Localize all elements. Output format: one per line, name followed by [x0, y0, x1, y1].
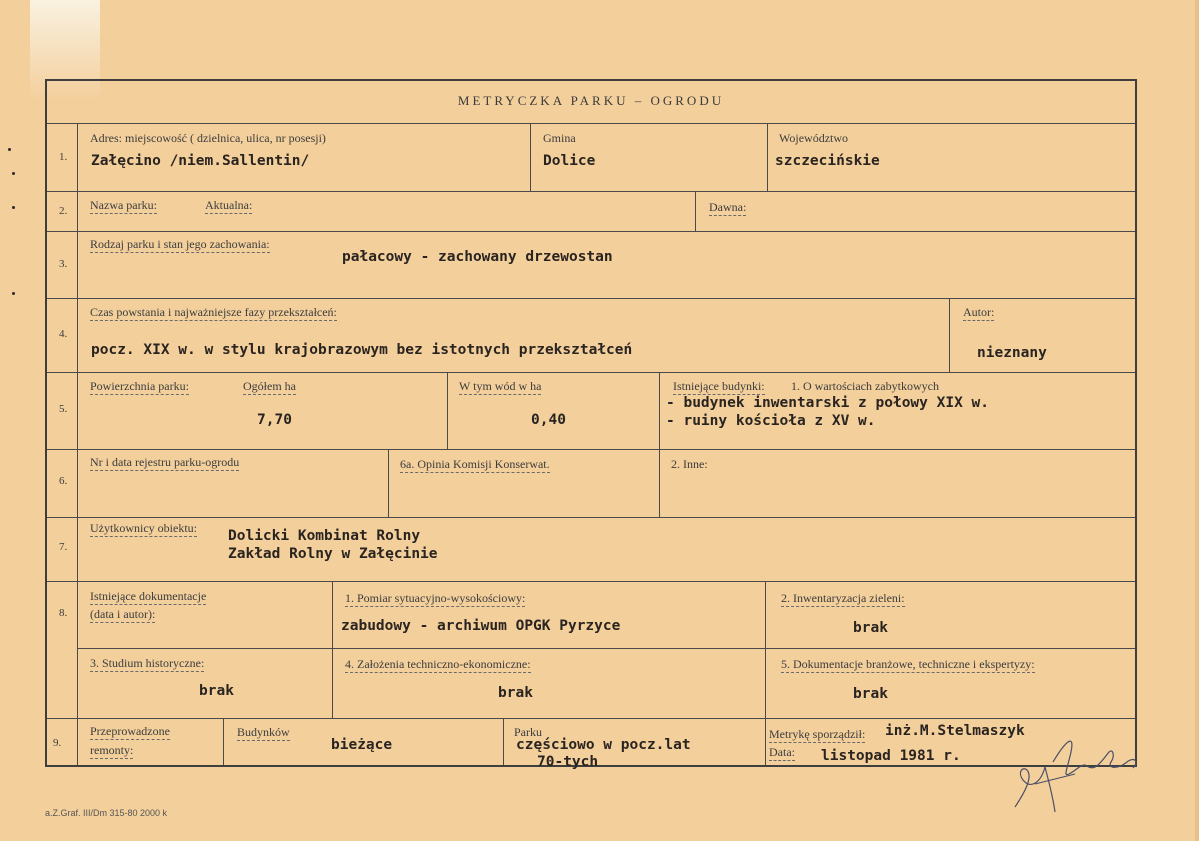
- row-divider: [47, 231, 1135, 232]
- building-repairs-value: bieżące: [331, 737, 393, 753]
- prepared-by-label: Metrykę sporządził:: [769, 727, 866, 741]
- park-type-value: pałacowy - zachowany drzewostan: [342, 249, 613, 265]
- date-label: Data:: [769, 745, 795, 759]
- gmina-value: Dolice: [543, 153, 596, 169]
- row-number: 8.: [59, 607, 68, 619]
- row-number: 1.: [59, 151, 68, 163]
- conservator-opinion-label: 6a. Opinia Komisji Konserwat.: [400, 457, 550, 471]
- column-divider: [765, 581, 766, 718]
- greenery-inventory-value: brak: [853, 620, 888, 636]
- row-divider: [77, 648, 1135, 649]
- column-divider: [767, 123, 768, 191]
- row-divider: [47, 191, 1135, 192]
- column-divider: [388, 449, 389, 517]
- column-divider: [949, 298, 950, 372]
- author-value: nieznany: [977, 345, 1047, 361]
- row-divider: [47, 581, 1135, 582]
- historical-study-label: 3. Studium historyczne:: [90, 656, 205, 670]
- technical-economic-value: brak: [498, 685, 533, 701]
- current-name-label: Aktualna:: [205, 198, 253, 212]
- address-label: Adres: miejscowość ( dzielnica, ulica, nr posesji): [90, 131, 326, 145]
- technical-economic-label: 4. Założenia techniczno-ekonomiczne:: [345, 657, 531, 671]
- column-divider: [659, 449, 660, 517]
- row-divider: [47, 372, 1135, 373]
- column-divider: [503, 718, 504, 765]
- margin-dot: [12, 206, 15, 209]
- park-repairs-value: częściowo w pocz.lat: [516, 737, 691, 753]
- row-number: 5.: [59, 403, 68, 415]
- building-repairs-label: Budynków: [237, 725, 290, 739]
- origin-label: Czas powstania i najważniejsze fazy przekształceń:: [90, 305, 337, 319]
- form-title: METRYCZKA PARKU – OGRODU: [457, 93, 725, 108]
- row-number: 9.: [53, 737, 62, 749]
- margin-dot: [12, 172, 15, 175]
- print-code: a.Z.Graf. III/Dm 315-80 2000 k: [45, 808, 168, 818]
- address-value: Załęcino /niem.Sallentin/: [91, 153, 310, 169]
- monuments-label: 1. O wartościach zabytkowych: [791, 379, 939, 393]
- survey-value: zabudowy - archiwum OPGK Pyrzyce: [341, 618, 621, 634]
- building-entry: - ruiny kościoła z XV w.: [666, 413, 876, 429]
- park-repairs-label: Parku: [514, 725, 542, 739]
- area-total-label: Ogółem ha: [243, 379, 296, 393]
- form-frame: [45, 79, 1137, 770]
- register-label: Nr i data rejestru parku-ogrodu: [90, 455, 240, 469]
- row-number: 6.: [59, 475, 68, 487]
- column-divider: [447, 372, 448, 449]
- row-number: 3.: [59, 258, 68, 270]
- row-divider: [47, 298, 1135, 299]
- row-divider: [47, 517, 1135, 518]
- row-divider: [47, 123, 1135, 124]
- row-number: 2.: [59, 205, 68, 217]
- margin-dot: [12, 292, 15, 295]
- column-divider: [332, 581, 333, 718]
- buildings-label: Istniejące budynki:: [673, 379, 765, 393]
- water-area-label: W tym wód w ha: [459, 379, 542, 393]
- column-divider: [77, 123, 78, 765]
- area-label: Powierzchnia parku:: [90, 379, 189, 393]
- former-name-label: Dawna:: [709, 200, 747, 214]
- column-divider: [765, 718, 766, 765]
- column-divider: [695, 191, 696, 231]
- row-divider: [47, 449, 1135, 450]
- survey-label: 1. Pomiar sytuacyjno-wysokościowy:: [345, 591, 526, 605]
- prepared-by-value: inż.M.Stelmaszyk: [885, 723, 1025, 739]
- column-divider: [223, 718, 224, 765]
- area-total-value: 7,70: [257, 412, 292, 428]
- documentation-label: Istniejące dokumentacje: [90, 589, 207, 603]
- handwritten-signature: [1005, 722, 1155, 817]
- repairs-label: Przeprowadzone: [90, 724, 170, 738]
- gmina-label: Gmina: [543, 131, 576, 145]
- user-entry: Dolicki Kombinat Rolny: [228, 528, 421, 544]
- row-number: 4.: [59, 328, 68, 340]
- date-value: listopad 1981 r.: [821, 748, 961, 764]
- paper-edge: [1195, 0, 1199, 841]
- row-number: 7.: [59, 541, 68, 553]
- expert-docs-value: brak: [853, 686, 888, 702]
- column-divider: [530, 123, 531, 191]
- park-name-label: Nazwa parku:: [90, 198, 157, 212]
- historical-study-value: brak: [199, 683, 234, 699]
- expert-docs-label: 5. Dokumentacje branżowe, techniczne i ekspertyzy:: [781, 657, 1035, 671]
- column-divider: [659, 372, 660, 449]
- documentation-label-2: (data i autor):: [90, 607, 156, 621]
- user-entry: Zakład Rolny w Załęcinie: [228, 546, 438, 562]
- voivodeship-value: szczecińskie: [775, 153, 880, 169]
- origin-value: pocz. XIX w. w stylu krajobrazowym bez istotnych przekształceń: [91, 342, 633, 358]
- park-repairs-value-2: 70-tych: [537, 754, 599, 770]
- voivodeship-label: Województwo: [779, 131, 849, 145]
- row-divider: [47, 718, 1135, 719]
- other-label: 2. Inne:: [671, 457, 708, 471]
- park-type-label: Rodzaj parku i stan jego zachowania:: [90, 237, 270, 251]
- author-label: Autor:: [963, 305, 995, 319]
- margin-dot: [8, 148, 11, 151]
- water-area-value: 0,40: [531, 412, 566, 428]
- greenery-inventory-label: 2. Inwentaryzacja zieleni:: [781, 591, 905, 605]
- building-entry: - budynek inwentarski z połowy XIX w.: [666, 395, 990, 411]
- users-label: Użytkownicy obiektu:: [90, 521, 197, 535]
- repairs-label-2: remonty:: [90, 743, 134, 757]
